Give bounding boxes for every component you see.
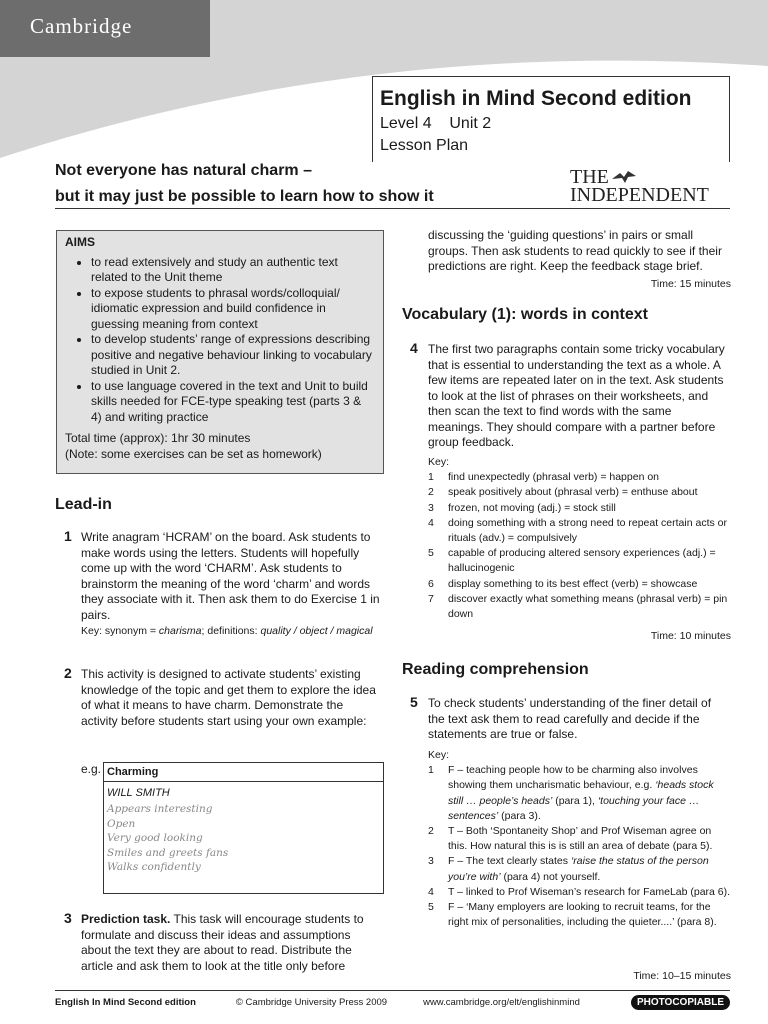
key-text: discover exactly what something means (phrasal verb) = pin down xyxy=(448,592,728,621)
key-text: capable of producing altered sensory experiences (adj.) = hallucinogenic xyxy=(448,547,716,575)
key-text: find unexpectedly (phrasal verb) = happen on xyxy=(448,471,660,484)
reading-heading: Reading comprehension xyxy=(402,661,589,678)
footer-rule xyxy=(55,990,730,991)
key-row xyxy=(428,470,731,485)
step3-text xyxy=(81,912,383,974)
aims-item: • to expose students to phrasal words/colloquial/ idiomatic expression and build confidence in guessing meaning from context xyxy=(91,286,375,333)
example-box xyxy=(103,762,384,894)
time-label: Time: 10–15 minutes xyxy=(633,970,731,982)
key-row xyxy=(428,546,731,576)
page-headline xyxy=(55,158,515,210)
headline-line-1: Not everyone has natural charm – xyxy=(55,162,312,179)
reading-key xyxy=(428,748,731,930)
key-row: 2 T – Both ‘Spontaneity Shop’ and Prof Wiseman agree on this. How natural this is is still an area of debate (para 5). xyxy=(428,824,731,854)
eagle-icon xyxy=(611,169,637,185)
key-text: speak positively about (phrasal verb) = enthuse about xyxy=(448,486,698,499)
key-num: 6 xyxy=(428,577,434,590)
key-row xyxy=(428,592,731,622)
step4-text: The first two paragraphs contain some tricky vocabulary that is essential to understanding the text as a whole. A few items are repeated later on in the text. Ask students to look at the list of phrases on their worksheets, and then scan the text to find words with the same meanings. They should compare with a partner before group feedback. xyxy=(428,342,725,449)
handwritten-line: Appears interesting xyxy=(107,803,213,815)
key-text: F – The text clearly states ‘raise the status of the person you’re with’ (para 4) not yourself. xyxy=(448,855,709,883)
key-row: 4 T – linked to Prof Wiseman’s research for FameLab (para 6). xyxy=(428,885,731,900)
key-definitions: quality / object / magical xyxy=(260,625,373,637)
leadin-heading: Lead-in xyxy=(55,496,112,513)
headline-line-2: but it may just be possible to learn how to show it xyxy=(55,188,434,205)
key-synonym: charisma xyxy=(158,625,202,637)
example-box-subject: WILL SMITH xyxy=(107,787,170,799)
key-prefix: Key: synonym = xyxy=(81,625,159,637)
photocopiable-badge: PHOTOCOPIABLE xyxy=(631,995,730,1010)
key-row: 3 F – The text clearly states ‘raise the status of the person you’re with’ (para 4) not yourself. xyxy=(428,854,731,884)
total-time: Total time (approx): 1hr 30 minutes xyxy=(65,431,251,445)
key-text: frozen, not moving (adj.) = stock still xyxy=(448,501,616,514)
step-number: 1 xyxy=(64,528,72,544)
step-number: 5 xyxy=(410,694,418,710)
key-label: Key: xyxy=(428,456,450,468)
step3-continued: discussing the ‘guiding questions’ in pairs or small groups. Then ask students to read quickly to see if their predictions are right. Keep the feedback stage brief. xyxy=(428,228,722,273)
step3-lead: Prediction task. xyxy=(81,912,171,926)
key-row: 1 F – teaching people how to be charming also involves showing them uncharismatic behaviour, e.g. ‘heads stock still … people’s heads’ (para 1), ‘touching your face … sentences’ (para 3). xyxy=(428,763,731,824)
aims-heading: AIMS xyxy=(65,235,95,249)
example-box-heading: Charming xyxy=(104,763,383,782)
title-box xyxy=(372,76,730,162)
key-num: 3 xyxy=(428,501,434,514)
key-num: 1 xyxy=(428,471,434,484)
key-num: 5 xyxy=(428,547,434,560)
aims-list xyxy=(65,255,375,426)
step-number: 3 xyxy=(64,910,72,926)
aims-item: • to read extensively and study an authentic text related to the Unit theme xyxy=(91,255,375,286)
handwritten-line: Walks confidently xyxy=(107,861,201,873)
key-row xyxy=(428,485,731,500)
key-text: T – Both ‘Spontaneity Shop’ and Prof Wiseman agree on this. How natural this is is still an area of debate (para 5). xyxy=(448,825,713,853)
aims-box xyxy=(56,230,384,474)
step-number: 4 xyxy=(410,340,418,356)
vocab-heading: Vocabulary (1): words in context xyxy=(402,306,648,323)
homework-note: (Note: some exercises can be set as homework) xyxy=(65,446,322,461)
key-num: 7 xyxy=(428,592,434,605)
doc-title: English in Mind Second edition xyxy=(380,87,692,110)
step2-text: This activity is designed to activate students’ existing knowledge of the topic and get them to explore the idea of what it means to have charm. Demonstrate the activity before students start using your own example: xyxy=(81,667,376,728)
level-unit: Level 4 Unit 2 xyxy=(380,115,492,132)
header-rule xyxy=(55,208,730,209)
step-number: 2 xyxy=(64,665,72,681)
logo-independent: INDEPENDENT xyxy=(570,184,709,206)
aims-item: • to develop students’ range of expressions describing positive and negative behaviour linking to vocabulary studied in Unit 2. xyxy=(91,332,375,379)
key-row xyxy=(428,577,731,592)
key-text: T – linked to Prof Wiseman’s research for FameLab (para 6). xyxy=(448,885,731,898)
step1-key xyxy=(81,624,383,639)
time-label: Time: 15 minutes xyxy=(650,278,731,290)
key-label: Key: xyxy=(428,749,450,761)
vocab-key xyxy=(428,455,731,622)
time-label: Time: 10 minutes xyxy=(650,630,731,642)
footer-url[interactable]: www.cambridge.org/elt/englishinmind xyxy=(423,997,580,1008)
key-text: display something to its best effect (verb) = showcase xyxy=(448,577,698,590)
key-row xyxy=(428,516,731,546)
footer-copyright: © Cambridge University Press 2009 xyxy=(235,997,388,1008)
key-text: doing something with a strong need to repeat certain acts or rituals (adv.) = compulsively xyxy=(448,516,727,545)
footer-title: English In Mind Second edition xyxy=(55,997,196,1008)
the-independent-logo xyxy=(570,168,720,204)
footer xyxy=(55,995,730,1010)
handwritten-line: Smiles and greets fans xyxy=(107,846,229,859)
key-num: 2 xyxy=(428,486,434,499)
logo-the: THE xyxy=(570,166,609,188)
aims-item: • to use language covered in the text and Unit to build skills needed for FCE-type speaking test (parts 3 & 4) and writing practice xyxy=(91,379,375,426)
key-row xyxy=(428,501,731,516)
step3-body: This task will encourage students to formulate and discuss their ideas and assumptions about the text they are about to read. Distribute the article and ask them to look at the title only before xyxy=(81,912,364,973)
key-text: F – ‘Many employers are looking to recruit teams, for the right mix of personalities, including the quieter....’ (para 8). xyxy=(448,901,717,929)
key-text: F – teaching people how to be charming also involves showing them uncharismatic behaviour, e.g. ‘heads stock still … people’s heads’ (para 1), ‘touching your face … sentences’ (para 3). xyxy=(448,764,714,822)
key-num: 4 xyxy=(428,516,434,529)
eg-label: e.g. xyxy=(81,762,102,776)
cambridge-logo: Cambridge xyxy=(0,0,210,57)
step5-text: To check students’ understanding of the finer detail of the text ask them to read carefully and decide if the statements are true or false. xyxy=(428,696,712,741)
step1-text: Write anagram ‘HCRAM’ on the board. Ask students to make words using the letters. Students will hopefully come up with the word ‘CHARM’. Ask students to brainstorm the meaning of the word ‘charm’ and words they associate with it. Then ask them to do Exercise 1 in pairs. xyxy=(81,530,380,622)
doc-type: Lesson Plan xyxy=(380,137,469,154)
handwritten-line: Open xyxy=(107,817,136,830)
handwritten-line: Very good looking xyxy=(107,832,203,844)
key-mid: ; definitions: xyxy=(201,625,261,637)
key-row: 5 F – ‘Many employers are looking to recruit teams, for the right mix of personalities, including the quieter....’ (para 8). xyxy=(428,900,731,930)
